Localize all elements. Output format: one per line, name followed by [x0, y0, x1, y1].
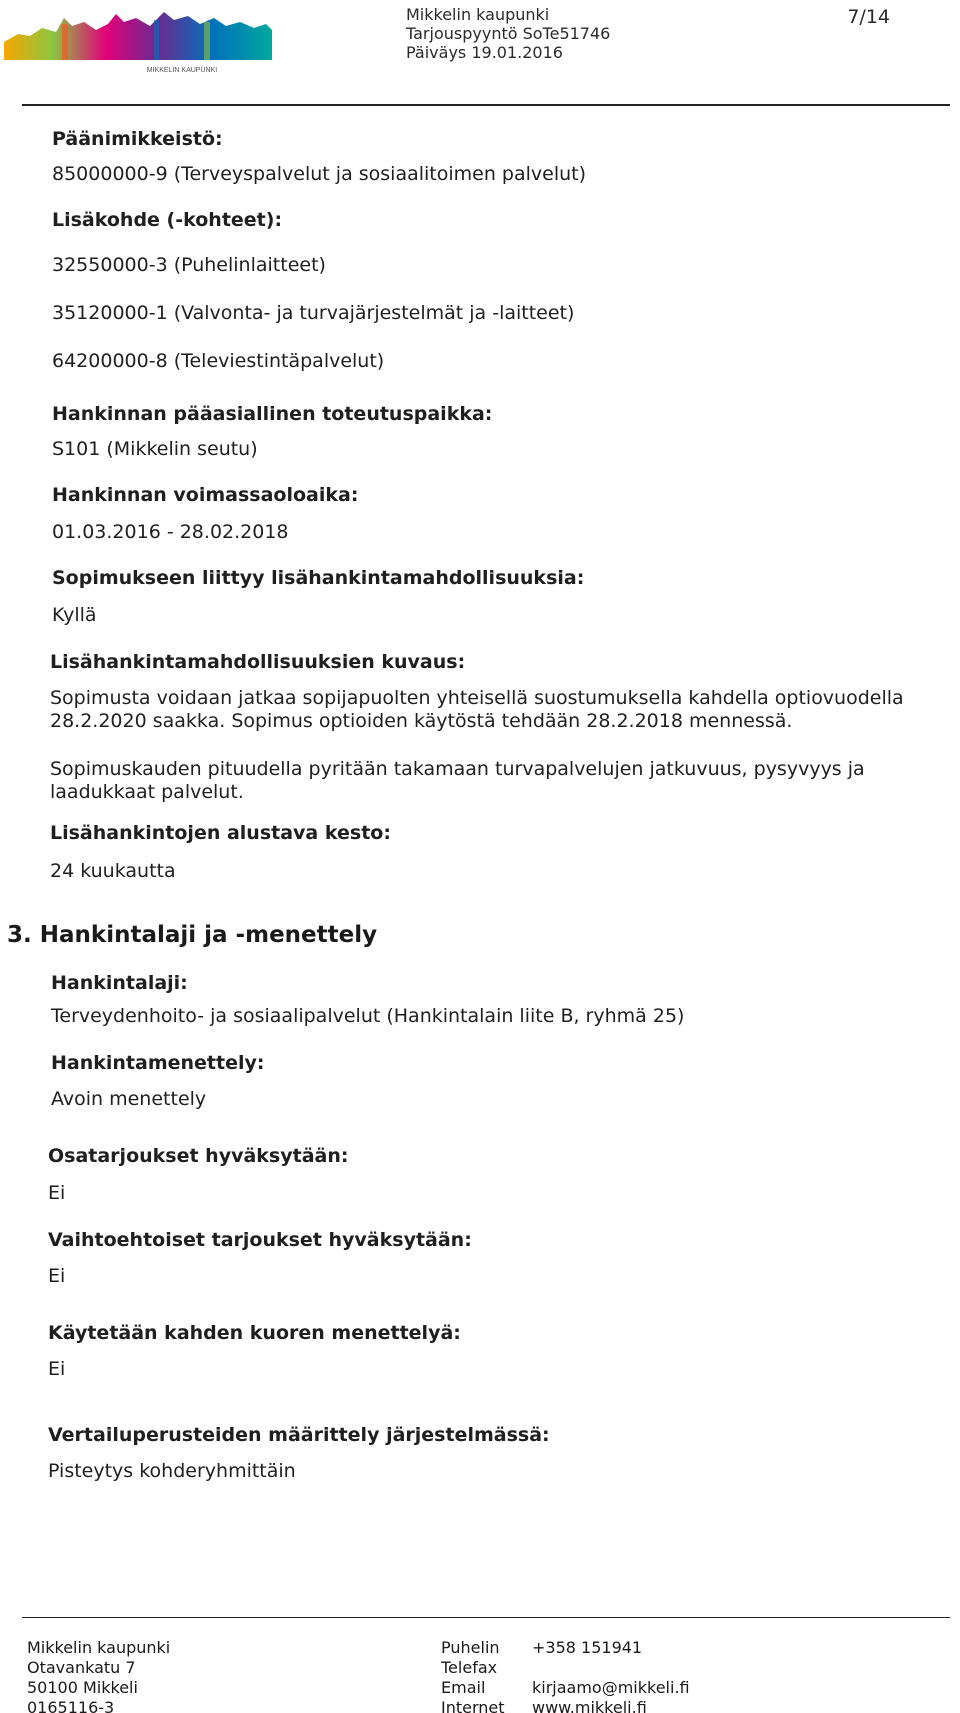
header-date: Päiväys 19.01.2016: [406, 43, 563, 62]
options-description-paragraph-1: Sopimusta voidaan jatkaa sopijapuolten yhteisellä suostumuksella kahdella optiovuodella 28.2.2020 saakka. Sopimus optioiden käytöstä tehdään 28.2.2018 mennessä.: [50, 687, 904, 732]
additional-object-1: 32550000-3 (Puhelinlaitteet): [52, 254, 326, 276]
footer-address: [27, 1638, 170, 1713]
criteria-value: Pisteytys kohderyhmittäin: [48, 1460, 296, 1482]
footer-phone-label: Puhelin: [441, 1638, 500, 1657]
procedure-label: Hankintamenettely:: [51, 1052, 265, 1074]
footer-fax-value: [532, 1658, 690, 1678]
two-envelope-value: Ei: [48, 1358, 66, 1380]
procurement-type-label: Hankintalaji:: [51, 972, 188, 994]
additional-object-3: 64200000-8 (Televiestintäpalvelut): [52, 350, 385, 372]
duration-value: 24 kuukautta: [50, 860, 176, 882]
footer-email-label: Email: [441, 1678, 486, 1697]
logo-text: MIKKELIN KAUPUNKI: [146, 67, 218, 74]
footer-phone-value: +358 151941: [532, 1638, 643, 1657]
procedure-value: Avoin menettely: [51, 1088, 207, 1110]
duration-label: Lisähankintojen alustava kesto:: [50, 822, 391, 844]
procurement-type-value: Terveydenhoito- ja sosiaalipalvelut (Hankintalain liite B, ryhmä 25): [51, 1005, 685, 1027]
page-number: 7/14: [847, 6, 890, 28]
header-org: Mikkelin kaupunki: [406, 5, 550, 24]
footer-contact-values: [532, 1638, 690, 1713]
header-info: [406, 5, 610, 62]
footer-postcode: 50100 Mikkeli: [27, 1678, 138, 1697]
criteria-label: Vertailuperusteiden määrittely järjestelmässä:: [48, 1424, 550, 1446]
period-value: 01.03.2016 - 28.02.2018: [52, 521, 289, 543]
section-3-title: 3. Hankintalaji ja -menettely: [7, 922, 378, 948]
footer-street: Otavankatu 7: [27, 1658, 136, 1677]
footer-website-link[interactable]: www.mikkeli.fi: [532, 1698, 647, 1713]
alternative-tenders-label: Vaihtoehtoiset tarjoukset hyväksytään:: [48, 1229, 472, 1251]
footer-fax-label: Telefax: [441, 1658, 498, 1677]
partial-tenders-label: Osatarjoukset hyväksytään:: [48, 1145, 349, 1167]
city-logo: [4, 4, 272, 74]
period-label: Hankinnan voimassaoloaika:: [52, 484, 359, 506]
main-classification-value: 85000000-9 (Terveyspalvelut ja sosiaalitoimen palvelut): [52, 163, 587, 185]
main-classification-label: Päänimikkeistö:: [52, 128, 223, 150]
options-label: Sopimukseen liittyy lisähankintamahdollisuuksia:: [52, 567, 585, 589]
options-description-label: Lisähankintamahdollisuuksien kuvaus:: [50, 651, 466, 673]
options-value: Kyllä: [52, 604, 97, 626]
header-divider: [22, 104, 950, 106]
additional-objects-label: Lisäkohde (-kohteet):: [52, 209, 283, 231]
footer-org: Mikkelin kaupunki: [27, 1638, 171, 1657]
footer-internet-label: Internet: [441, 1698, 505, 1713]
footer-contact-labels: [441, 1638, 505, 1713]
options-description-paragraph-2: Sopimuskauden pituudella pyritään takamaan turvapalvelujen jatkuvuus, pysyvyys ja laadukkaat palvelut.: [50, 758, 865, 803]
place-value: S101 (Mikkelin seutu): [52, 438, 258, 460]
footer-divider: [22, 1617, 950, 1618]
two-envelope-label: Käytetään kahden kuoren menettelyä:: [48, 1322, 461, 1344]
skyline-logo-graphic: [4, 4, 272, 74]
alternative-tenders-value: Ei: [48, 1265, 66, 1287]
place-label: Hankinnan pääasiallinen toteutuspaikka:: [52, 403, 493, 425]
partial-tenders-value: Ei: [48, 1182, 66, 1204]
footer-business-id: 0165116-3: [27, 1698, 115, 1713]
additional-object-2: 35120000-1 (Valvonta- ja turvajärjestelmät ja -laitteet): [52, 302, 575, 324]
header-doc-ref: Tarjouspyyntö SoTe51746: [406, 24, 611, 43]
footer-email-link[interactable]: kirjaamo@mikkeli.fi: [532, 1678, 690, 1697]
